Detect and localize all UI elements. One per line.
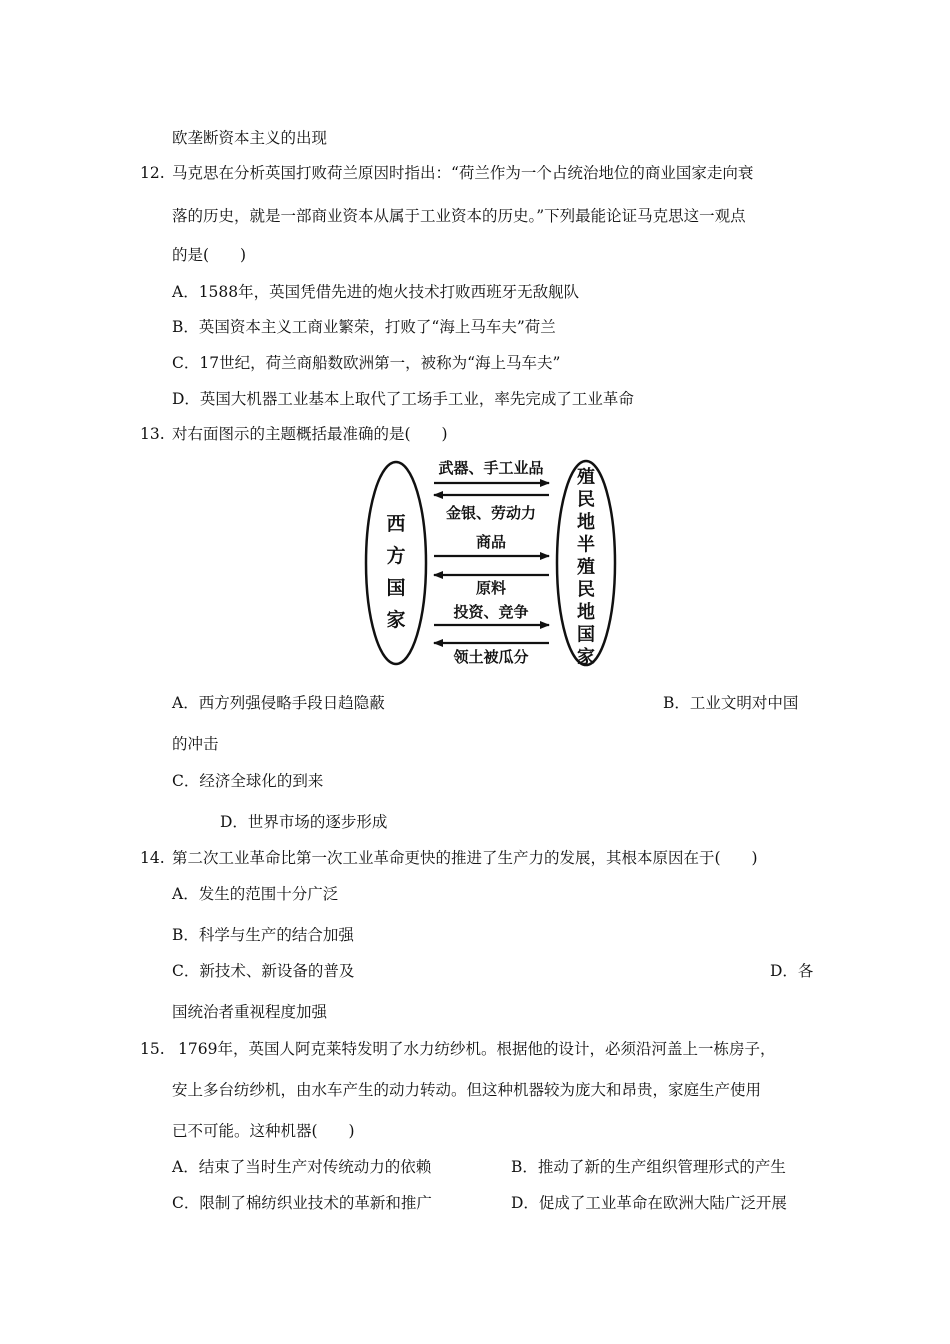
trade-diagram [0,450,950,680]
option-c: C．新技术、新设备的普及 [172,962,355,980]
option-d: D．促成了工业革命在欧洲大陆广泛开展 [511,1194,787,1212]
option-b: B．英国资本主义工商业繁荣，打败了“海上马车夫”荷兰 [172,318,556,336]
question-stem-line: 1769年，英国人阿克莱特发明了水力纺纱机。根据他的设计，必须沿河盖上一栋房子， [178,1040,776,1058]
question-stem-line: 落的历史，就是一部商业资本从属于工业资本的历史。”下列最能论证马克思这一观点 [172,207,746,225]
right-party-label-char: 殖 [577,467,595,488]
right-party-label-char: 民 [577,489,595,511]
previous-option-tail: 欧垄断资本主义的出现 [172,129,328,147]
left-party-label-char: 方 [386,545,406,567]
arrow-label: 投资、竞争 [453,603,529,621]
right-party-label-char: 家 [577,647,595,668]
option-a: A．结束了当时生产对传统动力的依赖 [172,1158,432,1176]
option-d: D．各 [770,962,814,980]
question-stem-line: 的是( ) [172,246,247,264]
right-party-label-char: 半 [577,534,595,556]
question-number: 12. [140,164,165,182]
option-a: A．发生的范围十分广泛 [172,885,339,903]
option-b: B．推动了新的生产组织管理形式的产生 [511,1158,786,1176]
arrow-label: 商品 [475,533,507,551]
arrow-label: 武器、手工业品 [438,459,544,477]
option-b: B．科学与生产的结合加强 [172,926,354,944]
option-b-continued: 的冲击 [172,735,219,753]
left-party-label-char: 西 [386,513,406,535]
right-party-label-char: 殖 [577,557,595,578]
question-number: 15. [140,1040,165,1058]
right-party-label-char: 国 [577,624,595,646]
question-stem: 第二次工业革命比第一次工业革命更快的推进了生产力的发展，其根本原因在于( ) [172,849,758,867]
right-party-label-char: 地 [577,602,595,623]
right-party-label-char: 地 [577,512,595,533]
right-party-label-char: 民 [577,579,595,601]
option-a: A．西方列强侵略手段日趋隐蔽 [172,694,385,712]
left-party-label-char: 国 [386,577,406,599]
question-stem: 对右面图示的主题概括最准确的是( ) [172,425,448,443]
arrow-label: 金银、劳动力 [445,504,537,522]
arrow-label: 原料 [475,579,507,597]
option-c: C．17世纪，荷兰商船数欧洲第一，被称为“海上马车夫” [172,354,561,372]
option-a: A．1588年，英国凭借先进的炮火技术打败西班牙无敌舰队 [172,283,580,301]
question-number: 13. [140,425,165,443]
question-number: 14. [140,849,165,867]
option-c: C．限制了棉纺织业技术的革新和推广 [172,1194,432,1212]
left-party-label-char: 家 [386,609,406,631]
option-d: D．英国大机器工业基本上取代了工场手工业，率先完成了工业革命 [172,390,634,408]
option-c: C．经济全球化的到来 [172,772,324,790]
option-b: B．工业文明对中国 [663,694,799,712]
option-d: D．世界市场的逐步形成 [220,813,388,831]
question-stem-line: 马克思在分析英国打败荷兰原因时指出：“荷兰作为一个占统治地位的商业国家走向衰 [172,164,754,182]
question-stem-line: 安上多台纺纱机，由水车产生的动力转动。但这种机器较为庞大和昂贵，家庭生产使用 [172,1081,762,1099]
arrow-label: 领土被瓜分 [453,648,529,666]
question-stem-line: 已不可能。这种机器( ) [172,1122,355,1140]
option-d-continued: 国统治者重视程度加强 [172,1003,328,1021]
